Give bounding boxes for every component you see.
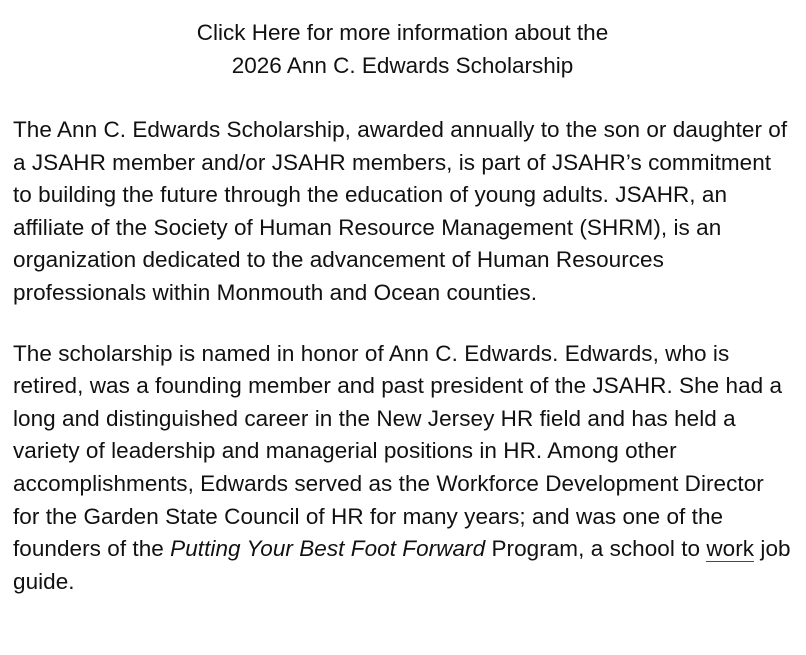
namesake-text-after: job guide.: [13, 536, 791, 594]
heading-line-1[interactable]: Click Here for more information about the: [196, 20, 609, 45]
namesake-text-before: The scholarship is named in honor of Ann C. Edwards. Edwards, who is retired, was a founding member and past president of the JSAHR. She had a long and distinguished career in the New Jersey HR field and has held a variety of leadership and managerial positions in HR. Among other accomplishments, Edwards served as the Workforce Development Director for the Garden State Council of HR for many years; and was one of the founders of the: [13, 340, 783, 562]
scholarship-description-paragraph: The Ann C. Edwards Scholarship, awarded annually to the son or daughter of a JSAHR member and/or JSAHR members, is part of JSAHR’s commitment to building the future through the education of young adults. JSAHR, an affiliate of the Society of Human Resource Management (SHRM), is an organization dedicated to the advancement of Human Resources professionals within Monmouth and Ocean counties.: [13, 117, 788, 305]
scholarship-info-link[interactable]: [13, 16, 792, 82]
heading-line-2[interactable]: 2026 Ann C. Edwards Scholarship: [231, 53, 574, 78]
work-link[interactable]: work: [706, 536, 755, 562]
program-name: Putting Your Best Foot Forward: [170, 536, 486, 562]
namesake-text-middle: Program, a school to: [485, 536, 707, 562]
namesake-paragraph: [13, 338, 792, 599]
